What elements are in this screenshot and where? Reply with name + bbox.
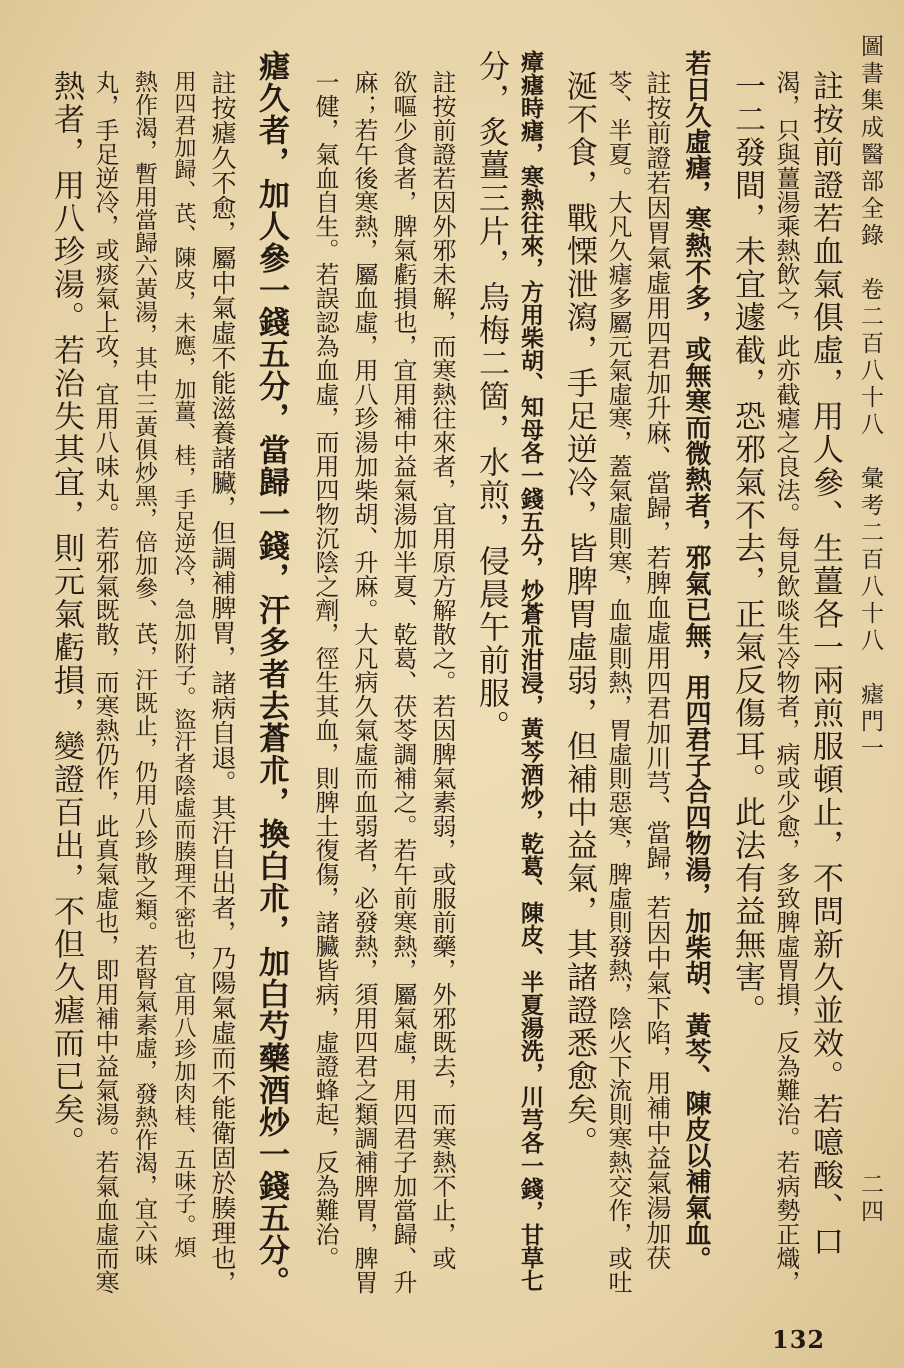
text-column-18: 丸，手足逆冷，或痰氣上攻，宜用八味丸。若邪氣既散，而寒熱仍作，此真氣虛也，即用補中益氣湯。若氣血虛而寒 <box>91 70 119 1294</box>
text-column-13: 一健，氣血自生。若誤認為血虛，而用四物沉陰之劑，徑生其血，則脾土復傷，諸臟皆病，虛證蜂起，反為難治。 <box>311 70 339 1270</box>
text-column-8: 瘴瘧時瘧，寒熱往來，方用柴胡、知母各一錢五分，炒蒼朮泔浸，黃芩酒炒，乾葛、陳皮、半夏湯洗，川芎各一錢，甘草七 <box>517 50 544 1292</box>
text-column-9: 分，炙薑三片，烏梅二箇，水煎，侵晨午前服。 <box>473 50 509 743</box>
folio: 二四 <box>857 1172 883 1226</box>
text-column-15: 註按瘧久不愈，屬中氣虛不能滋養諸臟，但調補脾胃，諸病自退。其汗自出者，乃陽氣虛而不能衛固於腠理也， <box>208 70 237 1295</box>
text-column-4: 若日久虛瘧，寒熱不多，或無寒而微熱者，邪氣已無，用四君子合四物湯，加柴胡、黃芩、陳皮以補氣血。 <box>681 50 711 1272</box>
text-column-3: 一二發間，未宜遽截，恐邪氣不去，正氣反傷耳。此法有益無害。 <box>729 70 765 1027</box>
running-head: 圖書集成醫部全錄 卷二百八十八 彙考二百八十八 瘧門一 <box>857 34 883 763</box>
page-number: 132 <box>772 1325 826 1354</box>
text-column-16: 用四君加歸、芪、陳皮，未應，加薑、桂，手足逆冷，急加附子。盜汗者陰虛而腠理不密也，宜用八珍加肉桂、五味子。煩 <box>171 70 196 1258</box>
text-column-14: 瘧久者，加人參一錢五分，當歸一錢，汗多者去蒼朮，換白朮，加白芍藥酒炒一錢五分。 <box>253 50 289 1298</box>
text-column-1: 註按前證若血氣俱虛，用人參、生薑各一兩煎服頓止，不問新久並效。若噫酸、口 <box>807 70 843 1258</box>
text-column-7: 涎不食，戰慄泄瀉，手足逆冷，皆脾胃虛弱，但補中益氣，其諸證悉愈矣。 <box>561 70 597 1159</box>
text-column-6: 苓、半夏。大凡久瘧多屬元氣虛寒，蓋氣虛則寒，血虛則熱，胃虛則惡寒，脾虛則發熱，陰火下流則寒熱交作，或吐 <box>604 70 632 1294</box>
text-column-19: 熱者，用八珍湯。若治失其宜，則元氣虧損，變證百出，不但久瘧而已矣。 <box>48 70 84 1159</box>
text-column-5: 註按前證若因胃氣虛用四君加升麻、當歸，若脾血虛用四君加川芎、當歸，若因中氣下陷，用補中益氣湯加茯 <box>643 70 672 1270</box>
text-column-2: 渴，只與薑湯乘熱飲之，此亦截瘧之良法。每見飲啖生冷物者，病或少愈，多致脾虛胃損，反為難治。若病勢正熾， <box>772 70 800 1294</box>
text-column-12: 麻；若午後寒熱，屬血虛，用八珍湯加柴胡、升麻。大凡病久氣虛而血弱者，必發熱，須用四君之類調補脾胃，脾胃 <box>350 70 378 1294</box>
text-column-17: 熱作渴，暫用當歸六黃湯，其中三黃俱炒黑，倍加參、芪，汗既止，仍用八珍散之類。若腎氣素虛，發熱作渴，宜六味 <box>131 70 157 1266</box>
text-column-10: 註按前證若因外邪未解，而寒熱往來者，宜用原方解散之。若因脾氣素弱，或服前藥，外邪既去，而寒熱不止，或 <box>428 70 456 1270</box>
text-column-11: 欲嘔少食者，脾氣虧損也，宜用補中益氣湯加半夏、乾葛、茯苓調補之。若午前寒熱，屬氣虛，用四君子加當歸、升 <box>389 70 417 1294</box>
